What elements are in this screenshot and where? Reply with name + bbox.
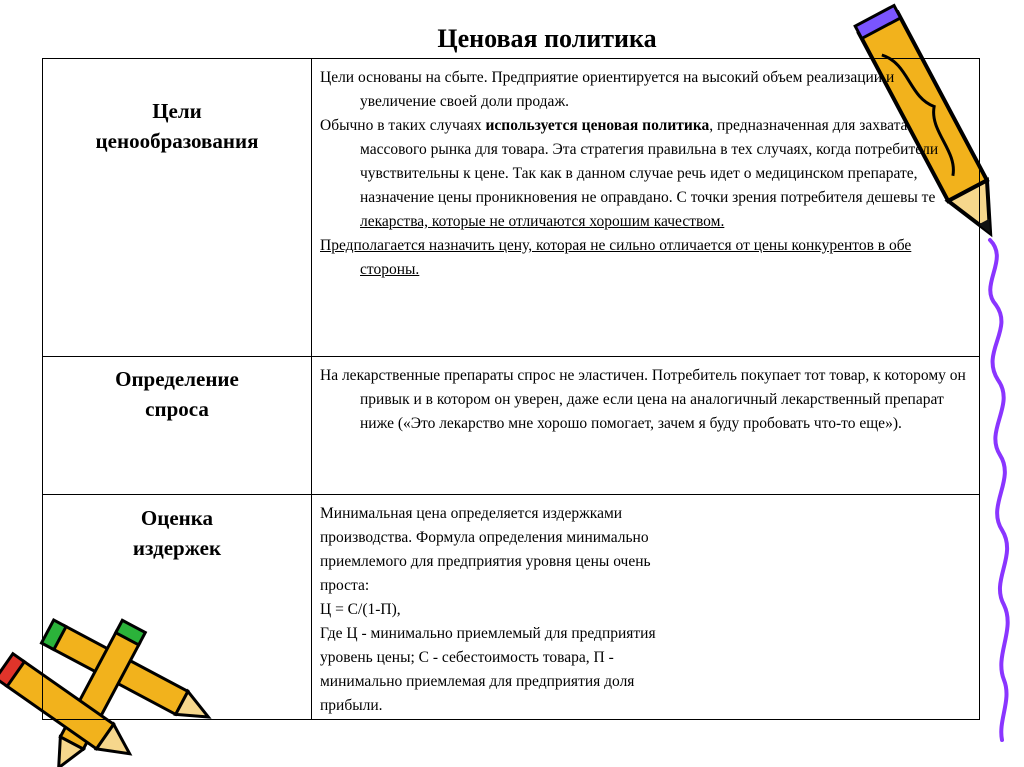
row-content-goals (320, 66, 968, 282)
row-label-demand: Определение спроса (115, 367, 239, 421)
row-content-costs (320, 502, 968, 718)
text-line: минимально приемлемая для предприятия доля (320, 673, 635, 690)
row-label-goals: Цели ценообразования (95, 99, 259, 153)
text-line: Где Ц - минимально приемлемый для предприятия (320, 625, 656, 642)
row-content-demand (320, 364, 968, 436)
row-divider (42, 356, 980, 357)
paragraph: Цели основаны на сбыте. Предприятие ориентируется на высокий объем реализации и увеличение своей доли продаж. (320, 69, 895, 110)
formula: Ц = С/(1-П), (320, 601, 401, 618)
row-divider (42, 494, 980, 495)
text-line: производства. Формула определения минимально (320, 529, 649, 546)
purple-squiggle (990, 240, 1008, 740)
text-line: уровень цены; С - себестоимость товара, П - (320, 649, 614, 666)
text-line: прибыли. (320, 697, 383, 714)
row-label-costs: Оценка издержек (132, 506, 222, 560)
paragraph: На лекарственные препараты спрос не эластичен. Потребитель покупает тот товар, к которому он привык и в котором он уверен, даже если цена на аналогичный лекарственный препарат ниже («Это лекарство мне хорошо помогает, зачем я буду пробовать что-то еще»). (320, 367, 966, 432)
column-divider (311, 58, 312, 720)
page-title: Ценовая политика (437, 24, 657, 53)
paragraph: Обычно в таких случаях используется ценовая политика, предназначенная для захвата массового рынка для товара. Эта стратегия правильна в тех случаях, когда потребители чувствительны к цене. Так как в данном случае речь идет о медицинском препарате, назначение цены проникновения не оправдано. С точки зрения потребителя дешевы те лекарства, которые не отличаются хорошим качеством. (320, 117, 939, 230)
text-line: проста: (320, 577, 370, 594)
paragraph: Предполагается назначить цену, которая не сильно отличается от цены конкурентов в обе стороны. (320, 237, 912, 278)
text-line: приемлемого для предприятия уровня цены очень (320, 553, 651, 570)
text-line: Минимальная цена определяется издержками (320, 505, 623, 522)
